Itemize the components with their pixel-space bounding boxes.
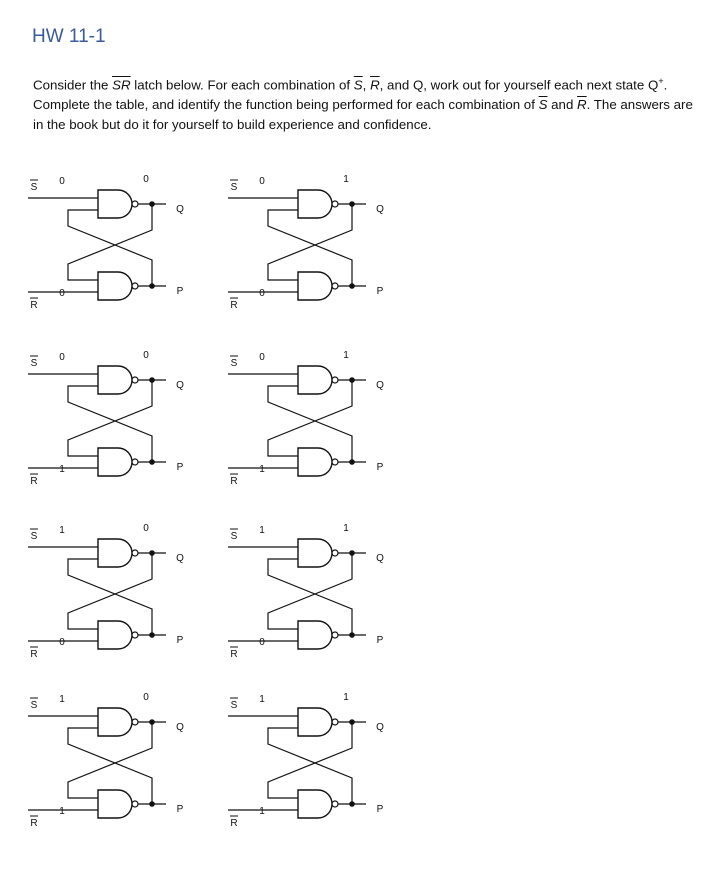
s-bar-label: S <box>230 700 238 711</box>
nand-gate-bottom <box>98 790 138 818</box>
s-bar-label: S <box>30 531 38 542</box>
nand-gate-bottom <box>98 621 138 649</box>
q-value-label: 0 <box>143 174 149 185</box>
nand-gate-bottom <box>298 448 338 476</box>
inversion-bubble <box>132 283 138 289</box>
q-label: Q <box>376 553 384 564</box>
instr-text-5: . Complete the table, and identify the function being performed for each combination of <box>33 77 668 113</box>
page-title: HW 11-1 <box>32 26 106 47</box>
q-value-label: 0 <box>143 523 149 534</box>
latch-svg <box>20 686 220 856</box>
nand-gate-top <box>298 190 338 218</box>
instructions-paragraph <box>33 71 693 135</box>
q-value-label: 1 <box>343 523 349 534</box>
latch-diagram <box>220 517 420 687</box>
p-label: P <box>176 804 184 815</box>
r-value-label: 1 <box>259 464 265 475</box>
r-bar-label: R <box>30 649 38 660</box>
nand-gate-bottom <box>298 621 338 649</box>
inversion-bubble <box>332 632 338 638</box>
q-label: Q <box>176 204 184 215</box>
q-label: Q <box>176 553 184 564</box>
latch-diagram <box>220 168 420 338</box>
r-bar-label: R <box>230 476 238 487</box>
r-value-label: 0 <box>59 637 65 648</box>
q-label: Q <box>376 204 384 215</box>
s-bar-label: S <box>230 531 238 542</box>
inversion-bubble <box>332 719 338 725</box>
s-bar-label: S <box>230 182 238 193</box>
inversion-bubble <box>332 201 338 207</box>
s-value-label: 1 <box>259 694 265 705</box>
q-value-label: 1 <box>343 174 349 185</box>
s-bar-label: S <box>30 182 38 193</box>
inversion-bubble <box>132 801 138 807</box>
instr-text-4: , and Q, work out for yourself each next state Q <box>379 77 659 93</box>
latch-svg <box>20 517 220 687</box>
latch-svg <box>220 168 420 338</box>
q-label: Q <box>376 380 384 391</box>
nand-gate-top <box>98 190 138 218</box>
inversion-bubble <box>132 377 138 383</box>
s-value-label: 0 <box>59 176 65 187</box>
nand-gate-bottom <box>98 448 138 476</box>
nand-gate-top <box>298 708 338 736</box>
r-bar-label: R <box>230 649 238 660</box>
s-value-label: 0 <box>259 176 265 187</box>
inversion-bubble <box>132 719 138 725</box>
r-value-label: 0 <box>59 288 65 299</box>
latch-diagram <box>20 517 220 687</box>
latch-diagram <box>220 344 420 514</box>
inversion-bubble <box>132 459 138 465</box>
inversion-bubble <box>332 377 338 383</box>
nand-gate-bottom <box>298 790 338 818</box>
q-label: Q <box>376 722 384 733</box>
instr-s-bar-2: $\overline{S}$ <box>538 97 548 113</box>
instr-text-6: and <box>547 97 578 113</box>
inversion-bubble <box>132 550 138 556</box>
latch-diagram <box>20 344 220 514</box>
s-value-label: 1 <box>259 525 265 536</box>
s-value-label: 0 <box>59 352 65 363</box>
latch-diagram <box>220 686 420 856</box>
p-label: P <box>376 286 384 297</box>
inversion-bubble <box>332 550 338 556</box>
inversion-bubble <box>132 632 138 638</box>
r-value-label: 1 <box>59 806 65 817</box>
instr-r-bar: $\overline{R}$ <box>370 77 380 93</box>
q-value-label: 0 <box>143 350 149 361</box>
p-label: P <box>376 635 384 646</box>
q-label: Q <box>176 722 184 733</box>
q-value-label: 0 <box>143 692 149 703</box>
s-value-label: 0 <box>259 352 265 363</box>
instr-text-3: , <box>362 77 371 93</box>
latch-svg <box>220 517 420 687</box>
nand-gate-bottom <box>298 272 338 300</box>
q-value-label: 1 <box>343 692 349 703</box>
nand-gate-top <box>98 539 138 567</box>
q-label: Q <box>176 380 184 391</box>
s-value-label: 1 <box>59 694 65 705</box>
nand-gate-top <box>298 539 338 567</box>
inversion-bubble <box>132 201 138 207</box>
instr-sup: + <box>658 76 664 86</box>
p-label: P <box>176 462 184 473</box>
instr-s-bar: $\overline{S}$ <box>353 77 363 93</box>
s-bar-label: S <box>30 700 38 711</box>
p-label: P <box>376 804 384 815</box>
nand-gate-bottom <box>98 272 138 300</box>
p-label: P <box>376 462 384 473</box>
p-label: P <box>176 286 184 297</box>
nand-gate-top <box>98 708 138 736</box>
q-value-label: 1 <box>343 350 349 361</box>
r-bar-label: R <box>230 818 238 829</box>
instr-sr-bar: $\overline{SR}$ <box>112 77 131 93</box>
s-value-label: 1 <box>59 525 65 536</box>
latch-diagram <box>20 686 220 856</box>
instr-text-2: latch below. For each combination of <box>130 77 354 93</box>
instr-r-bar-2: $\overline{R}$ <box>577 97 587 113</box>
inversion-bubble <box>332 283 338 289</box>
r-value-label: 0 <box>259 637 265 648</box>
nand-gate-top <box>98 366 138 394</box>
inversion-bubble <box>332 801 338 807</box>
r-bar-label: R <box>30 818 38 829</box>
s-bar-label: S <box>230 358 238 369</box>
instr-text-7: . The answers are in the book but do it for yourself to build experience and confidence. <box>33 97 693 133</box>
latch-svg <box>220 344 420 514</box>
p-label: P <box>176 635 184 646</box>
latch-svg <box>220 686 420 856</box>
s-bar-label: S <box>30 358 38 369</box>
r-bar-label: R <box>30 476 38 487</box>
latch-svg <box>20 344 220 514</box>
nand-gate-top <box>298 366 338 394</box>
r-value-label: 0 <box>259 288 265 299</box>
latch-diagram <box>20 168 220 338</box>
r-bar-label: R <box>230 300 238 311</box>
r-bar-label: R <box>30 300 38 311</box>
r-value-label: 1 <box>59 464 65 475</box>
inversion-bubble <box>332 459 338 465</box>
latch-svg <box>20 168 220 338</box>
r-value-label: 1 <box>259 806 265 817</box>
instr-text-1: Consider the <box>33 77 113 93</box>
